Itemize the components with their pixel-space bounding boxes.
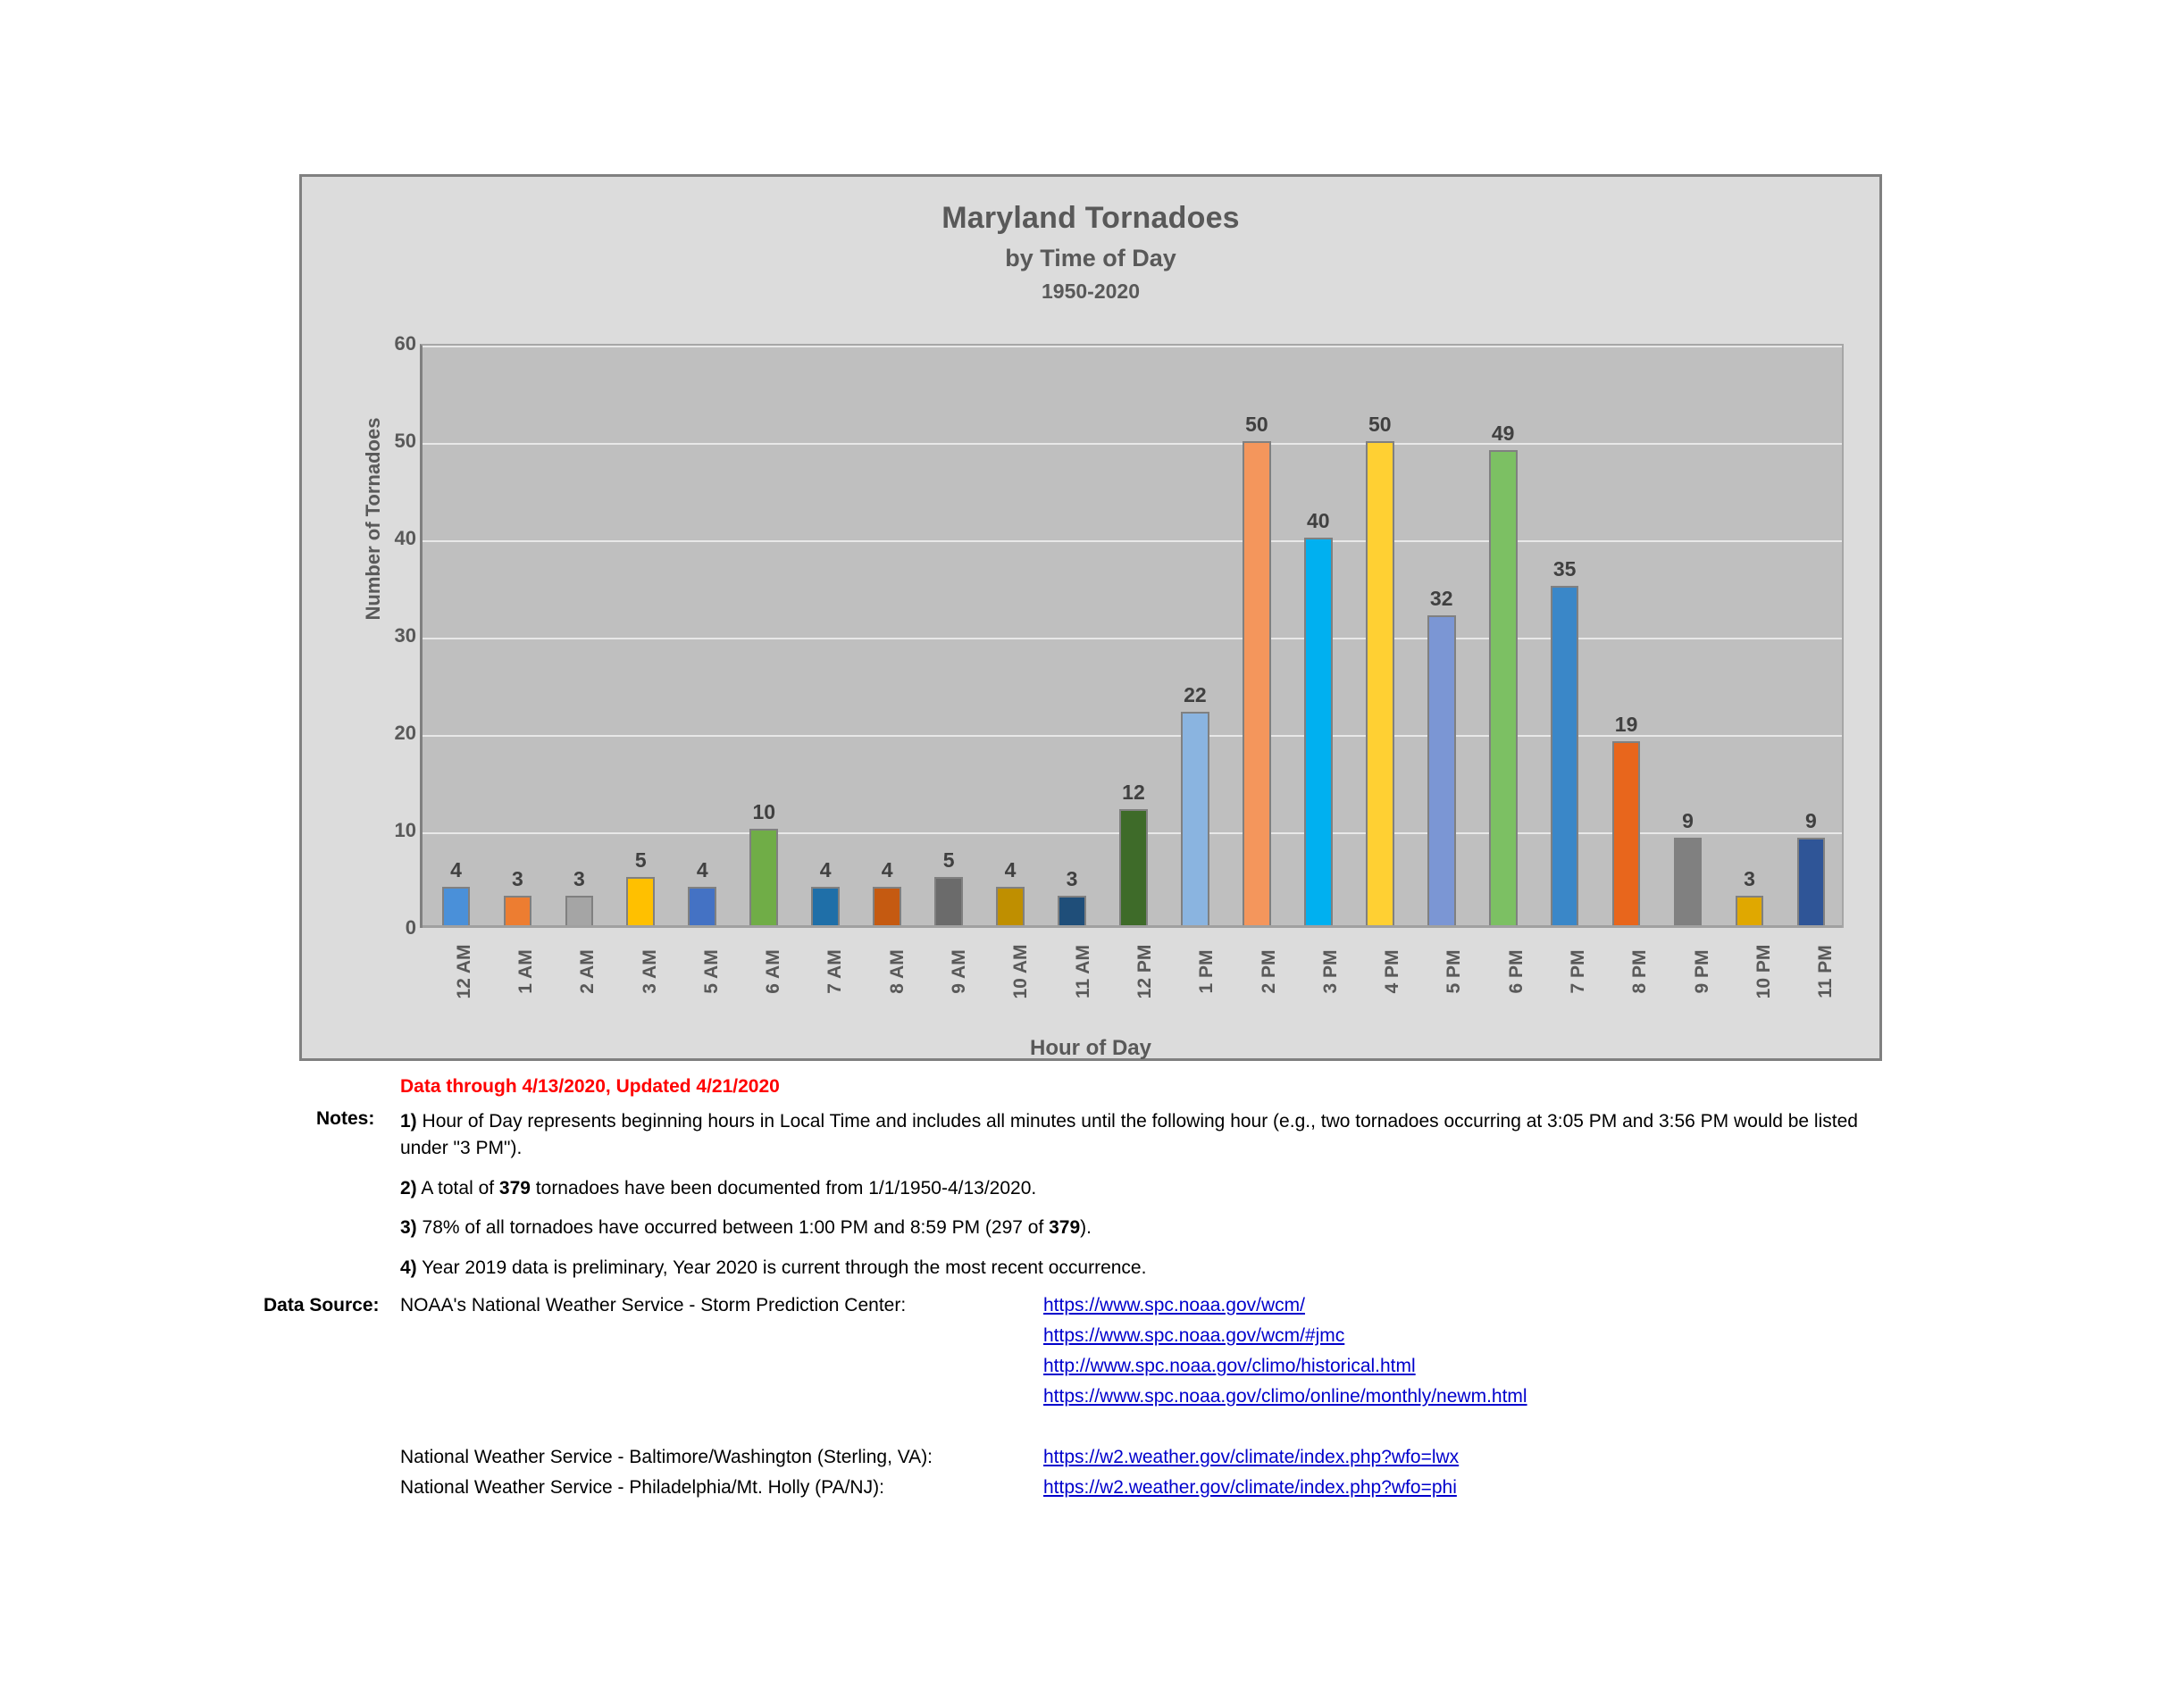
x-axis-label-slot [670,932,732,1026]
bar-value-label: 32 [1429,586,1453,610]
bar-value-label: 3 [573,867,585,891]
office-name: National Weather Service - Baltimore/Washington (Sterling, VA): [400,1447,933,1467]
note-item: 4) Year 2019 data is preliminary, Year 2020 is current through the most recent occurrence. [400,1257,1147,1279]
bar-value-label: 22 [1184,683,1207,707]
x-axis-label-slot [1475,932,1536,1026]
bar-slot [1042,346,1103,925]
bar-value-label: 5 [942,848,955,872]
note-item: 2) A total of 379 tornadoes have been documented from 1/1/1950-4/13/2020. [400,1177,1037,1198]
x-axis-label-slot [423,932,484,1026]
bar[interactable] [996,857,1025,925]
x-axis-label-slot [732,932,793,1026]
x-axis-label-slot [547,932,608,1026]
bar-slot [857,346,918,925]
x-axis-tick-label: 7 PM [1567,949,1588,994]
data-source-primary [400,1295,1740,1416]
bar-slot [1534,346,1595,925]
bar[interactable] [811,857,840,925]
data-source-offices [400,1447,1740,1507]
data-source-link[interactable]: http://www.spc.noaa.gov/climo/historical.html [1043,1356,1416,1376]
x-axis-tick-label: 1 AM [515,949,536,994]
bar-slot [795,346,857,925]
plot-area [420,344,1844,928]
x-axis-label-slot [1227,932,1289,1026]
y-axis-tick-label: 10 [394,819,416,841]
chart-period: 1950-2020 [1042,279,1140,303]
bar[interactable] [1243,412,1271,926]
x-axis-label-slot [1042,932,1103,1026]
y-axis-tick-label: 60 [394,332,416,355]
x-axis-tick-label: 12 PM [1134,944,1155,999]
bar-value-label: 3 [512,867,523,891]
bar-slot [1780,346,1842,925]
bar-slot [1164,346,1226,925]
bar-slot [548,346,610,925]
bar-slot [980,346,1042,925]
bar-slot [1657,346,1719,925]
bar-value-label: 4 [450,857,462,881]
bar[interactable] [626,848,655,925]
x-axis-label-slot [608,932,670,1026]
bar-slot [1410,346,1472,925]
bar[interactable] [749,799,778,926]
bar-value-label: 3 [1066,867,1078,891]
y-axis-title: Number of Tornadoes [362,417,384,621]
notes-list [400,1108,1910,1295]
bar-value-label: 19 [1614,712,1638,736]
x-axis-tick-label: 5 PM [1443,949,1465,994]
bar[interactable] [1736,867,1764,925]
x-axis-tick-label: 6 AM [763,949,784,994]
chart-subtitle: by Time of Day [1005,244,1176,271]
x-axis-label-slot [1166,932,1227,1026]
x-axis-label-slot [1661,932,1722,1026]
bar-value-label: 4 [696,857,708,881]
bar-value-label: 50 [1368,412,1392,436]
note-item: 3) 78% of all tornadoes have occurred between 1:00 PM and 8:59 PM (297 of 379). [400,1217,1092,1239]
bar-value-label: 4 [1004,857,1017,881]
x-axis-tick-label: 9 PM [1691,949,1712,994]
x-axis-label-slot [1722,932,1784,1026]
x-axis-tick-label: 12 AM [453,944,474,999]
data-source-row [400,1295,1740,1325]
chart-title-block [302,199,1879,305]
bar[interactable] [934,848,963,925]
x-axis-tick-label: 3 PM [1319,949,1341,994]
y-axis-tick-label: 40 [394,527,416,549]
bar[interactable] [1119,780,1148,925]
x-axis-labels [423,932,1846,1026]
bar-slot [1287,346,1349,925]
notes-label: Notes: [316,1108,375,1129]
bar[interactable] [1797,809,1826,925]
data-source-row [400,1356,1740,1386]
bar[interactable] [873,857,901,925]
x-axis-tick-label: 9 AM [949,949,970,994]
bar-value-label: 12 [1122,780,1145,804]
office-name: National Weather Service - Philadelphia/Mt. Holly (PA/NJ): [400,1477,884,1498]
x-axis-tick-label: 1 PM [1196,949,1218,994]
bar-slot [487,346,548,925]
x-axis-tick-label: 7 AM [824,949,846,994]
data-source-link[interactable]: https://www.spc.noaa.gov/climo/online/monthly/newm.html [1043,1386,1527,1407]
data-source-row [400,1325,1740,1356]
x-axis-tick-label: 10 PM [1753,944,1774,999]
data-source-link[interactable]: https://www.spc.noaa.gov/wcm/ [1043,1295,1305,1315]
bar[interactable] [1612,712,1641,925]
x-axis-label-slot [794,932,856,1026]
x-axis-tick-label: 11 PM [1815,945,1837,998]
bar-slot [1349,346,1410,925]
office-row [400,1447,1740,1477]
bar[interactable] [1181,683,1209,925]
y-axis-tick-label: 30 [394,624,416,647]
bar[interactable] [1366,412,1394,926]
x-axis-tick-label: 11 AM [1072,945,1093,998]
x-axis-baseline [423,925,1842,928]
x-axis-label-slot [1413,932,1475,1026]
bar-slot [733,346,795,925]
x-axis-label-slot [1536,932,1598,1026]
bar-value-label: 9 [1805,809,1817,833]
x-axis-label-slot [1289,932,1351,1026]
bar[interactable] [1489,422,1518,925]
bar-value-label: 4 [819,857,832,881]
bar[interactable] [1304,509,1333,925]
bar-slot [1719,346,1780,925]
x-axis-label-slot [1103,932,1165,1026]
x-axis-tick-label: 6 PM [1505,949,1527,994]
bar[interactable] [1551,557,1579,925]
bar-value-label: 40 [1307,509,1330,532]
bar[interactable] [565,867,594,925]
bar-series [425,346,1842,925]
bar-value-label: 5 [634,848,647,872]
bar-value-label: 4 [881,857,893,881]
bar-value-label: 50 [1245,412,1268,436]
bar-slot [672,346,733,925]
bar[interactable] [1674,809,1703,925]
y-axis-tick-label: 20 [394,722,416,744]
bar-slot [1472,346,1534,925]
x-axis-tick-label: 8 AM [886,949,908,994]
x-axis-tick-label: 5 AM [700,949,722,994]
x-axis-title: Hour of Day [1029,1036,1151,1060]
x-axis-label-slot [1351,932,1412,1026]
y-axis-tick-label: 50 [394,430,416,452]
data-through-note: Data through 4/13/2020, Updated 4/21/2020 [400,1076,780,1097]
x-axis-tick-label: 4 PM [1382,949,1403,994]
note-item: 1) Hour of Day represents beginning hours in Local Time and includes all minutes until the following hour (e.g., two tornadoes occurring at 3:05 PM and 3:56 PM would be listed under "3 PM"). [400,1111,1858,1158]
bar-slot [425,346,487,925]
office-link[interactable]: https://w2.weather.gov/climate/index.php?wfo=phi [1043,1477,1457,1498]
x-axis-tick-label: 8 PM [1629,949,1651,994]
bar-value-label: 10 [752,799,776,823]
bar-slot [1226,346,1287,925]
x-axis-label-slot [917,932,979,1026]
office-row [400,1477,1740,1507]
bar[interactable] [504,867,532,925]
data-source-row [400,1386,1740,1416]
bar[interactable] [688,857,716,925]
x-axis-label-slot [980,932,1042,1026]
x-axis-label-slot [1599,932,1661,1026]
chart-frame [299,174,1882,1061]
bar[interactable] [1058,867,1086,925]
bar-slot [610,346,672,925]
bar[interactable] [1427,586,1456,925]
chart-title: Maryland Tornadoes [941,201,1240,235]
x-axis-tick-label: 2 AM [577,949,598,994]
x-axis-label-slot [484,932,546,1026]
bar-slot [1102,346,1164,925]
bar[interactable] [442,857,471,925]
bar-value-label: 3 [1744,867,1755,891]
x-axis-tick-label: 3 AM [639,949,660,994]
bar-value-label: 9 [1682,809,1694,833]
x-axis-tick-label: 2 PM [1258,949,1279,994]
y-axis-tick-label: 0 [405,916,416,939]
data-source-label: Data Source: [264,1295,380,1315]
bar-value-label: 49 [1491,422,1515,446]
x-axis-label-slot [1785,932,1846,1026]
data-source-name: NOAA's National Weather Service - Storm Prediction Center: [400,1295,907,1315]
bar-slot [918,346,980,925]
x-axis-tick-label: 10 AM [1010,944,1032,999]
x-axis-label-slot [856,932,917,1026]
bar-slot [1595,346,1657,925]
data-source-link[interactable]: https://www.spc.noaa.gov/wcm/#jmc [1043,1325,1345,1346]
bar-value-label: 35 [1552,557,1577,581]
office-link[interactable]: https://w2.weather.gov/climate/index.php?wfo=lwx [1043,1447,1460,1467]
